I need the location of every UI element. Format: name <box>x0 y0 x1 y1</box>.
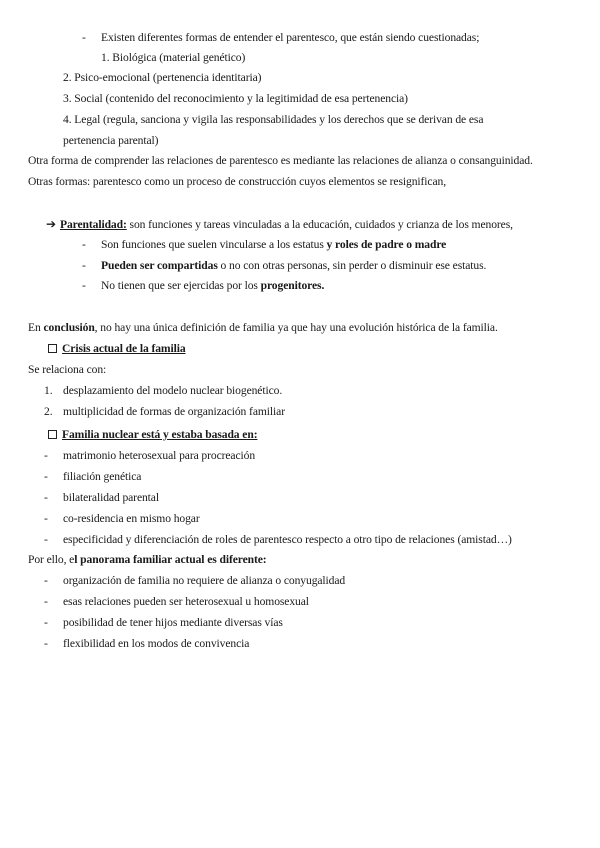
panorama-item: posibilidad de tener hijos mediante diversas vías <box>63 616 283 629</box>
dash-marker: - <box>44 616 48 629</box>
panorama-paragraph: Por ello, el panorama familiar actual es diferente: <box>28 553 267 566</box>
dash-marker: - <box>82 238 86 251</box>
dash-marker: - <box>44 512 48 525</box>
crisis-item: desplazamiento del modelo nuclear biogenético. <box>63 384 283 397</box>
dash-marker: - <box>82 279 86 292</box>
dash-marker: - <box>82 259 86 272</box>
nuclear-item: filiación genética <box>63 470 142 483</box>
parentalidad-term: Parentalidad: <box>59 218 127 231</box>
nuclear-item: matrimonio heterosexual para procreación <box>63 449 256 462</box>
parentalidad-item: Pueden ser compartidas o no con otras personas, sin perder o disminuir ese estatus. <box>101 259 487 272</box>
intro-list-item: pertenencia parental) <box>63 134 159 147</box>
paragraph: Otra forma de comprender las relaciones de parentesco es mediante las relaciones de alianza o consanguinidad. <box>28 154 533 167</box>
parentalidad-item: No tienen que ser ejercidas por los progenitores. <box>101 279 325 292</box>
parentalidad-definition: son funciones y tareas vinculadas a la educación, cuidados y crianza de los menores, <box>126 218 513 231</box>
parentalidad-line <box>46 216 513 233</box>
dash-marker: - <box>44 491 48 504</box>
dash-marker: - <box>44 533 48 546</box>
crisis-heading: Crisis actual de la familia <box>62 342 186 355</box>
dash-marker: - <box>44 470 48 483</box>
nuclear-item: bilateralidad parental <box>63 491 159 504</box>
checkbox-icon <box>48 344 57 353</box>
dash-marker: - <box>44 637 48 650</box>
panorama-item: flexibilidad en los modos de convivencia <box>63 637 250 650</box>
intro-list-item: 1. Biológica (material genético) <box>101 51 246 64</box>
intro-list-item: 3. Social (contenido del reconocimiento y la legitimidad de esa pertenencia) <box>63 92 408 105</box>
panorama-item: esas relaciones pueden ser heterosexual u homosexual <box>63 595 309 608</box>
parentalidad-item: Son funciones que suelen vincularse a los estatus y roles de padre o madre <box>101 238 447 251</box>
panorama-item: organización de familia no requiere de alianza o conyugalidad <box>63 574 346 587</box>
paragraph: Otras formas: parentesco como un proceso de construcción cuyos elementos se resignifican, <box>28 175 446 188</box>
crisis-heading-line <box>48 341 186 357</box>
nuclear-item: co-residencia en mismo hogar <box>63 512 200 525</box>
number-marker: 2. <box>44 405 53 418</box>
dash-marker: - <box>44 595 48 608</box>
crisis-item: multiplicidad de formas de organización familiar <box>63 405 285 418</box>
dash-marker: - <box>44 449 48 462</box>
number-marker: 1. <box>44 384 53 397</box>
dash-marker: - <box>82 31 86 44</box>
arrow-right-icon: ➔ <box>46 217 56 231</box>
intro-dash-item: Existen diferentes formas de entender el parentesco, que están siendo cuestionadas; <box>101 31 480 44</box>
nuclear-heading-line <box>48 427 257 443</box>
nuclear-heading: Familia nuclear está y estaba basada en: <box>62 428 258 441</box>
nuclear-item: especificidad y diferenciación de roles de parentesco respecto a otro tipo de relaciones (amistad…) <box>63 533 512 546</box>
dash-marker: - <box>44 574 48 587</box>
conclusion-paragraph: En conclusión, no hay una única definición de familia ya que hay una evolución histórica de la familia. <box>28 321 498 334</box>
intro-list-item: 2. Psico-emocional (pertenencia identitaria) <box>63 71 262 84</box>
intro-list-item: 4. Legal (regula, sanciona y vigila las responsabilidades y los derechos que se derivan de esa <box>63 113 484 126</box>
crisis-intro: Se relaciona con: <box>28 363 107 376</box>
checkbox-icon <box>48 430 57 439</box>
